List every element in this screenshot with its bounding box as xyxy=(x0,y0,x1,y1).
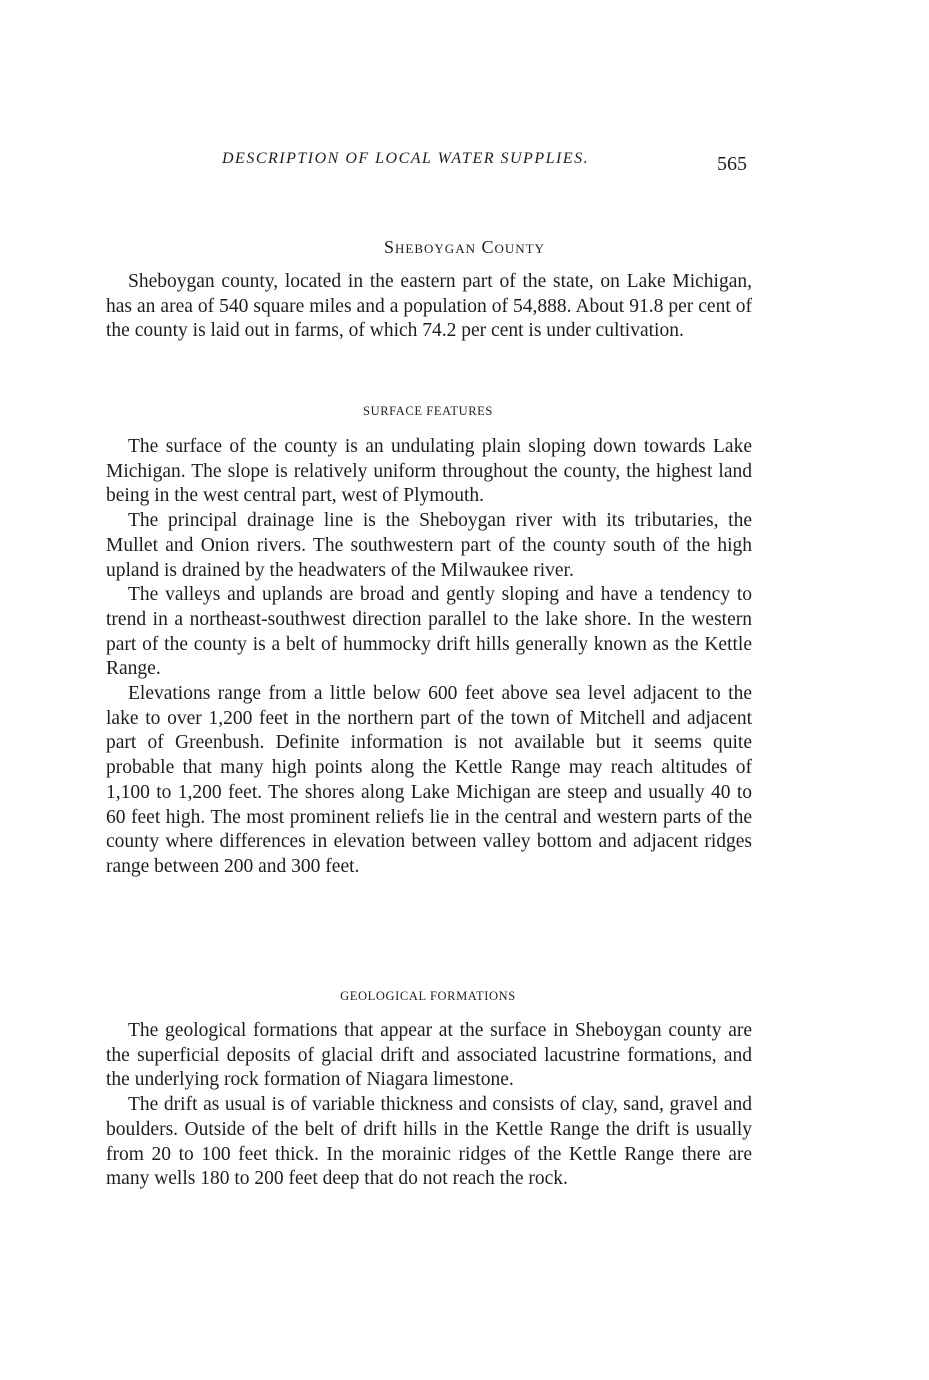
geological-formations-section xyxy=(106,1019,752,1192)
surface-features-heading: SURFACE FEATURES xyxy=(363,404,493,418)
surface-paragraph: The surface of the county is an undulating plain sloping down towards Lake Michigan. The slope is relatively uniform throughout the county, the highest land being in the west central part, west of Plymouth. xyxy=(106,436,752,507)
intro-section xyxy=(106,270,752,344)
surface-paragraph: Elevations range from a little below 600 feet above sea level adjacent to the lake to over 1,200 feet in the northern part of the town of Mitchell and adjacent part of Greenbush. Definite information is not available but it seems quite probable that many high points along the Kettle Range may reach altitudes of 1,100 to 1,200 feet. The shores along Lake Michigan are steep and usually 40 to 60 feet high. The most prominent reliefs lie in the central and western parts of the county where differences in elevation between valley bottom and adjacent ridges range between 200 and 300 feet. xyxy=(106,683,752,877)
surface-features-section xyxy=(106,435,752,880)
geological-formations-heading: GEOLOGICAL FORMATIONS xyxy=(340,989,516,1003)
geology-paragraph: The geological formations that appear at the surface in Sheboygan county are the superficial deposits of glacial drift and associated lacustrine formations, and the underlying rock formation of Niagara limestone. xyxy=(106,1020,752,1091)
running-head: DESCRIPTION OF LOCAL WATER SUPPLIES. xyxy=(222,150,590,167)
surface-paragraph: The principal drainage line is the Sheboygan river with its tributaries, the Mullet and Onion rivers. The southwestern part of the county south of the high upland is drained by the headwaters of the Milwaukee river. xyxy=(106,510,752,581)
page-number: 565 xyxy=(717,153,747,175)
county-title: Sheboygan County xyxy=(384,237,545,257)
surface-paragraph: The valleys and uplands are broad and gently sloping and have a tendency to trend in a northeast-southwest direction parallel to the lake shore. In the western part of the county is a belt of hummocky drift hills generally known as the Kettle Range. xyxy=(106,584,752,680)
intro-paragraph: Sheboygan county, located in the eastern part of the state, on Lake Michigan, has an area of 540 square miles and a population of 54,888. About 91.8 per cent of the county is laid out in farms, of which 74.2 per cent is under cultivation. xyxy=(106,271,752,342)
geology-paragraph: The drift as usual is of variable thickness and consists of clay, sand, gravel and boulders. Outside of the belt of drift hills in the Kettle Range the drift is usually from 20 to 100 feet thick. In the morainic ridges of the Kettle Range there are many wells 180 to 200 feet deep that do not reach the rock. xyxy=(106,1094,752,1190)
